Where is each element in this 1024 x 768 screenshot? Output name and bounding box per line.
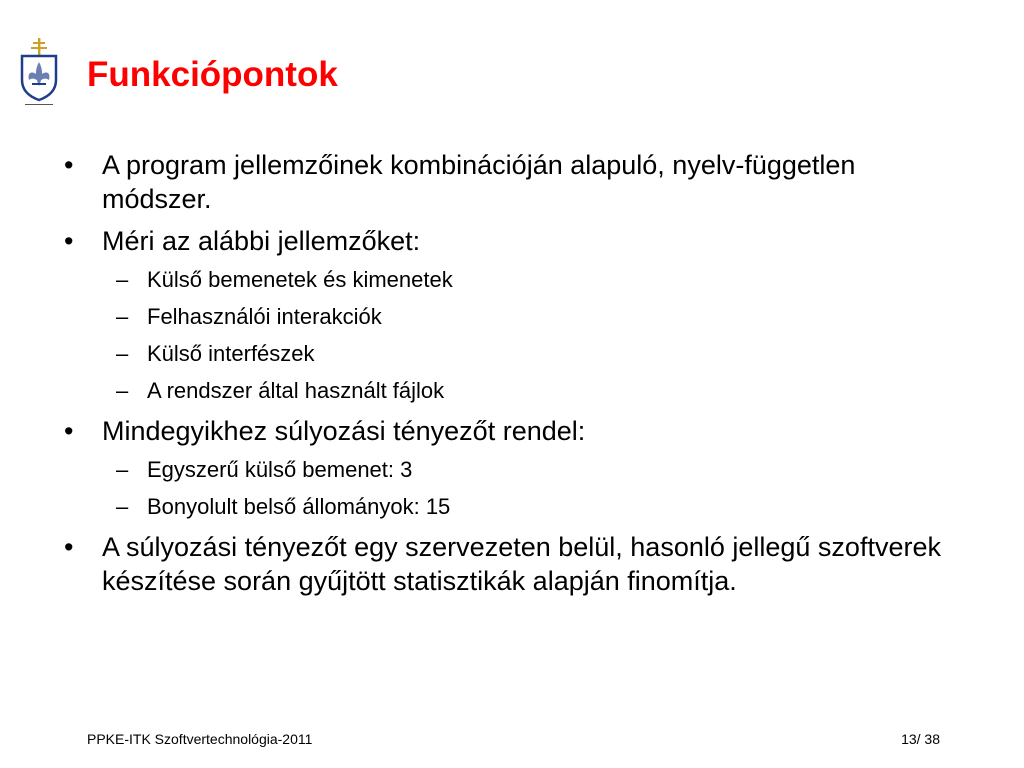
bullet-text: Mindegyikhez súlyozási tényezőt rendel:	[102, 416, 586, 446]
bullet-symbol: •	[64, 532, 74, 562]
sub-bullet-item	[60, 377, 960, 404]
sub-bullet-text: Külső interfészek	[147, 341, 315, 366]
sub-bullet-symbol: –	[116, 494, 129, 519]
sub-bullet-item	[60, 266, 960, 293]
bullet-symbol: •	[64, 226, 74, 256]
sub-bullet-symbol: –	[116, 267, 129, 292]
bullet-symbol: •	[64, 150, 74, 180]
sub-bullet-text: Külső bemenetek és kimenetek	[147, 267, 453, 292]
bullet-item	[60, 148, 960, 216]
sub-bullet-text: Egyszerű külső bemenet: 3	[147, 457, 413, 482]
bullet-symbol: •	[64, 416, 74, 446]
sub-bullet-list	[60, 266, 960, 404]
bullet-item	[60, 530, 960, 598]
bullet-item	[60, 414, 960, 448]
sub-bullet-item	[60, 493, 960, 520]
sub-bullet-list	[60, 456, 960, 520]
sub-bullet-symbol: –	[116, 457, 129, 482]
bullet-text: A súlyozási tényezőt egy szervezeten belül, hasonló jellegű szoftverek készítése során gyűjtött statisztikák alapján finomítja.	[102, 532, 941, 596]
footer-course-label: PPKE-ITK Szoftvertechnológia-2011	[87, 731, 313, 747]
sub-bullet-item	[60, 303, 960, 330]
bullet-item	[60, 224, 960, 258]
sub-bullet-item	[60, 456, 960, 483]
sub-bullet-text: Felhasználói interakciók	[147, 304, 382, 329]
sub-bullet-symbol: –	[116, 304, 129, 329]
bullet-text: Méri az alábbi jellemzőket:	[102, 226, 421, 256]
slide-content	[60, 148, 960, 606]
sub-bullet-text: Bonyolult belső állományok: 15	[147, 494, 451, 519]
bullet-text: A program jellemzőinek kombinációján alapuló, nyelv-független módszer.	[102, 150, 856, 214]
footer-page-number: 13/ 38	[901, 731, 940, 747]
university-crest-icon	[14, 36, 64, 110]
sub-bullet-text: A rendszer által használt fájlok	[147, 378, 445, 403]
sub-bullet-item	[60, 340, 960, 367]
slide-title: Funkciópontok	[87, 55, 338, 94]
sub-bullet-symbol: –	[116, 341, 129, 366]
sub-bullet-symbol: –	[116, 378, 129, 403]
